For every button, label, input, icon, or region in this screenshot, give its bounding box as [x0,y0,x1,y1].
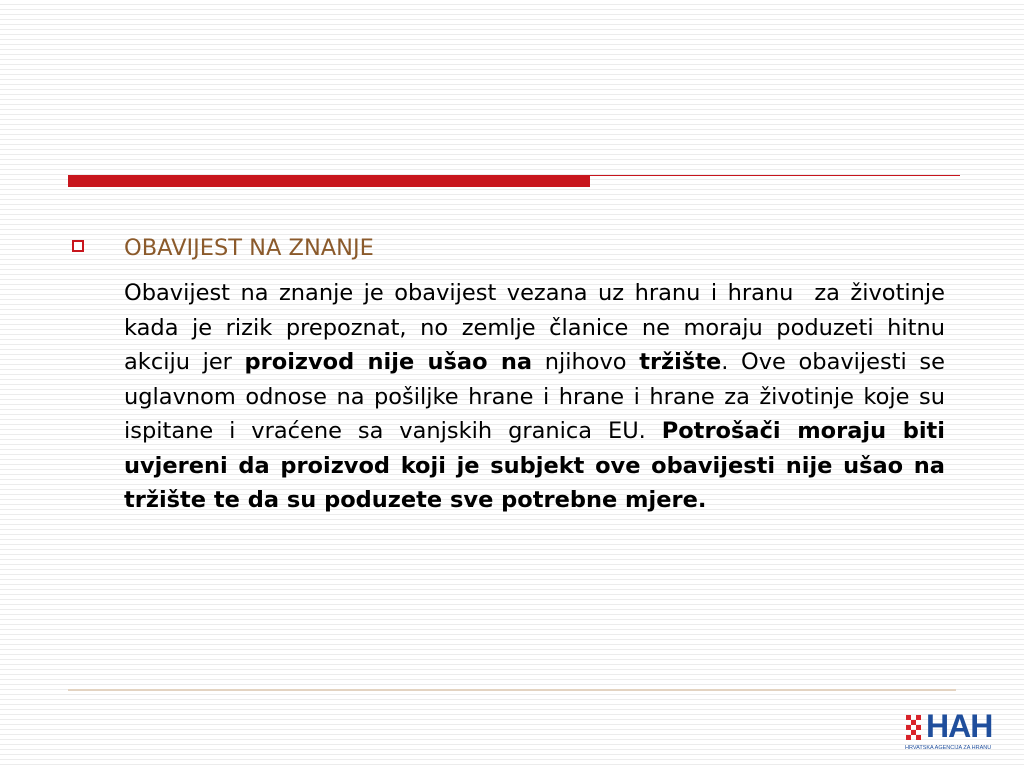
bullet-heading: OBAVIJEST NA ZNANJE [124,235,374,261]
title-accent-line [590,175,960,176]
body-paragraph [124,276,945,518]
logo-subtitle: HRVATSKA AGENCIJA ZA HRANU [905,745,992,751]
text-segment: Obavijest na znanje je obavijest vezana uz hranu i hranu za životinje kada je rizik prepoznat, no zemlje članice ne moraju poduzeti hitnu akciju jer [124,280,945,375]
square-bullet-icon [72,240,84,252]
bold-text-segment: Potrošači moraju biti uvjereni da proizvod koji je subjekt ove obavijesti nije ušao na tržište te da su poduzete sve potrebne mjere. [124,418,945,513]
text-segment: . Ove obavijesti se uglavnom odnose na pošiljke hrane i hrane i hrane za životinje koje su ispitane i vraćene sa vanjskih granica EU. [124,349,945,444]
hah-logo [904,708,1000,757]
title-accent-bar [68,175,590,187]
logo-letters: HAH [926,708,993,744]
bold-text-segment: tržište [639,349,722,375]
footer-divider [68,689,956,691]
bullet-item [72,232,952,266]
bold-text-segment: proizvod nije ušao na [244,349,533,375]
text-segment: njihovo [532,349,640,375]
